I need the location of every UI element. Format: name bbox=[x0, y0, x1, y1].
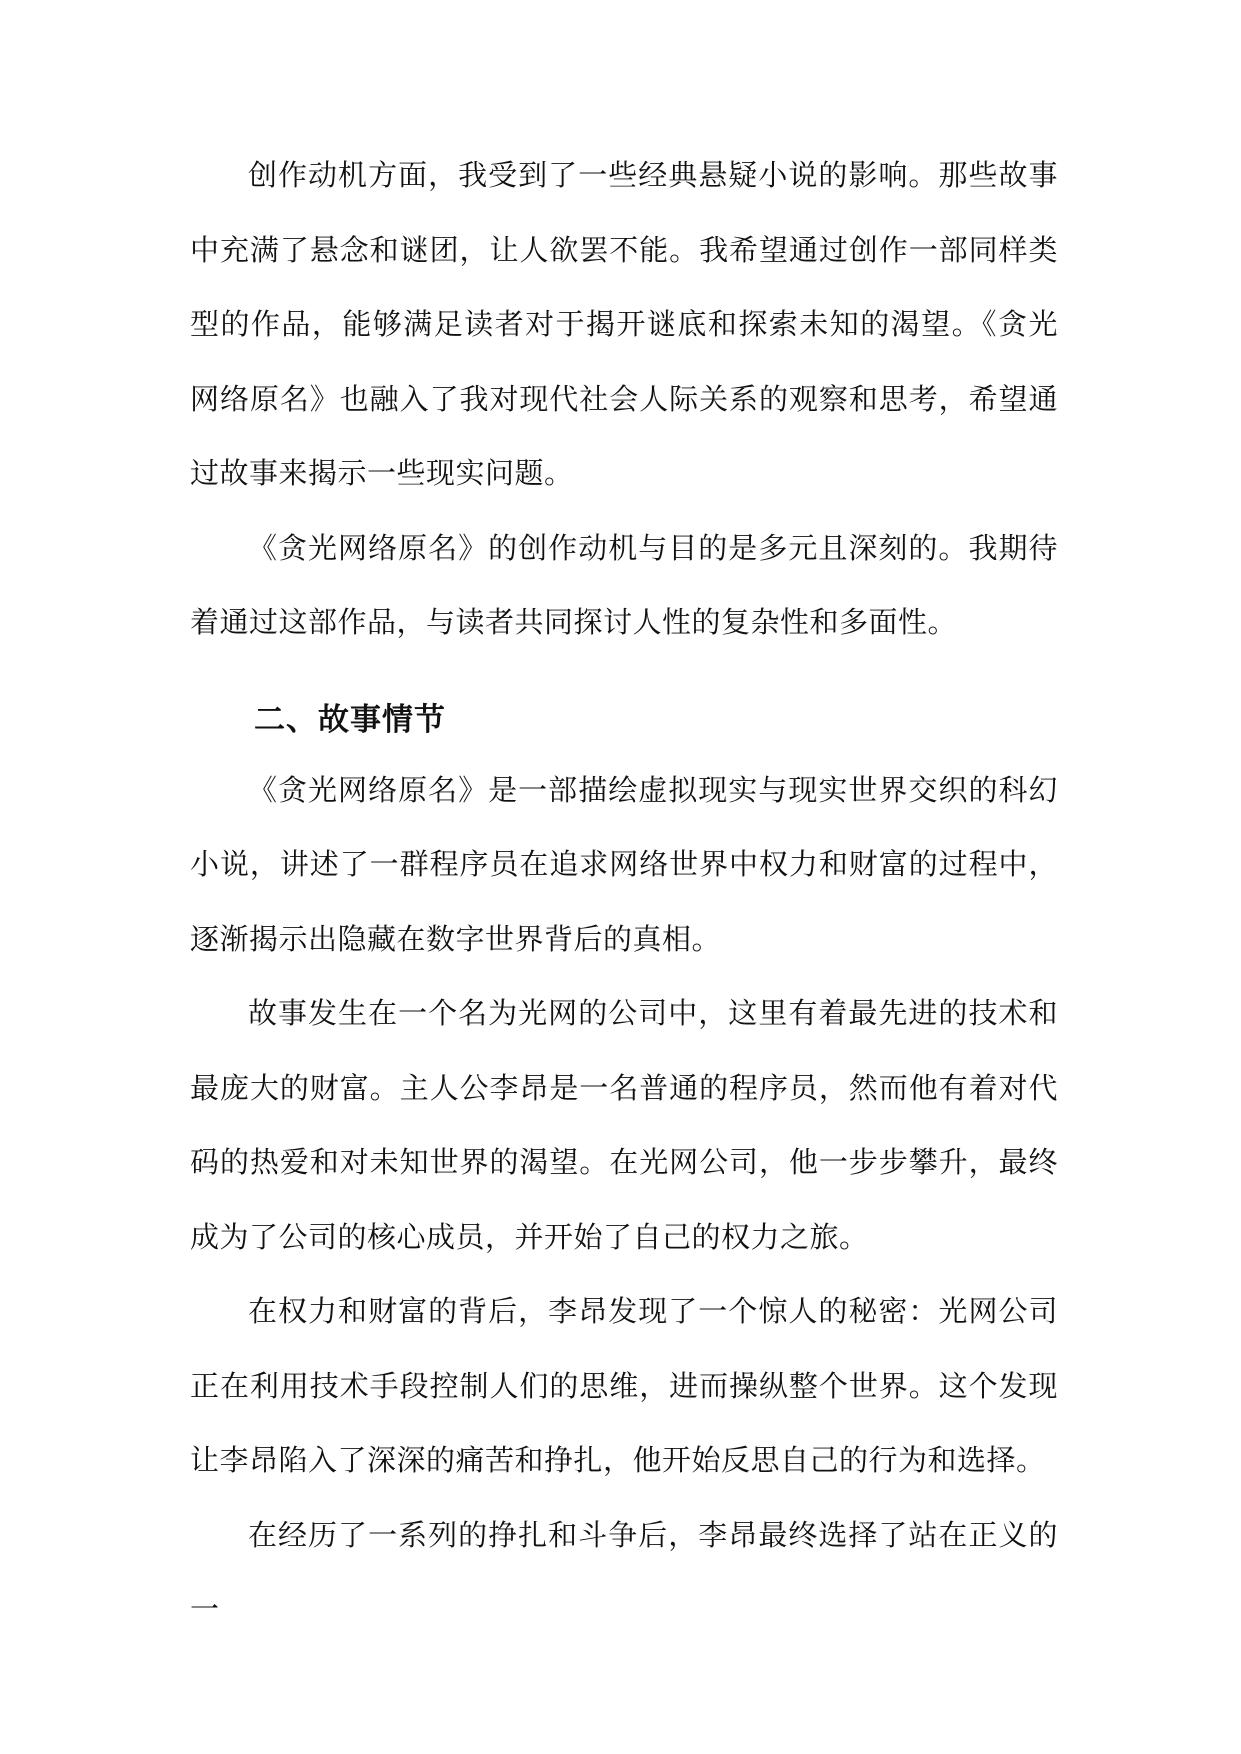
page-content bbox=[190, 138, 1058, 1647]
paragraph-plot-choice: 在经历了一系列的挣扎和斗争后，李昂最终选择了站在正义的一 bbox=[190, 1517, 1058, 1626]
section-heading-plot: 二、故事情节 bbox=[254, 701, 446, 738]
paragraph-plot-intro: 《贪光网络原名》是一部描绘虚拟现实与现实世界交织的科幻小说，讲述了一群程序员在追求网络世界中权力和财富的过程中，逐渐揭示出隐藏在数字世界背后的真相。 bbox=[190, 772, 1058, 956]
paragraph-motivation: 创作动机方面，我受到了一些经典悬疑小说的影响。那些故事中充满了悬念和谜团，让人欲罢不能。我希望通过创作一部同样类型的作品，能够满足读者对于揭开谜底和探索未知的渴望。《贪光网络原名》也融入了我对现代社会人际关系的观察和思考，希望通过故事来揭示一些现实问题。 bbox=[190, 158, 1058, 490]
paragraph-plot-setting: 故事发生在一个名为光网的公司中，这里有着最先进的技术和最庞大的财富。主人公李昂是一名普通的程序员，然而他有着对代码的热爱和对未知世界的渴望。在光网公司，他一步步攀升，最终成为了公司的核心成员，并开始了自己的权力之旅。 bbox=[190, 996, 1058, 1254]
paragraph-plot-secret: 在权力和财富的背后，李昂发现了一个惊人的秘密：光网公司正在利用技术手段控制人们的思维，进而操纵整个世界。这个发现让李昂陷入了深深的痛苦和挣扎，他开始反思自己的行为和选择。 bbox=[190, 1294, 1058, 1477]
paragraph-purpose: 《贪光网络原名》的创作动机与目的是多元且深刻的。我期待着通过这部作品，与读者共同探讨人性的复杂性和多面性。 bbox=[190, 530, 1058, 639]
